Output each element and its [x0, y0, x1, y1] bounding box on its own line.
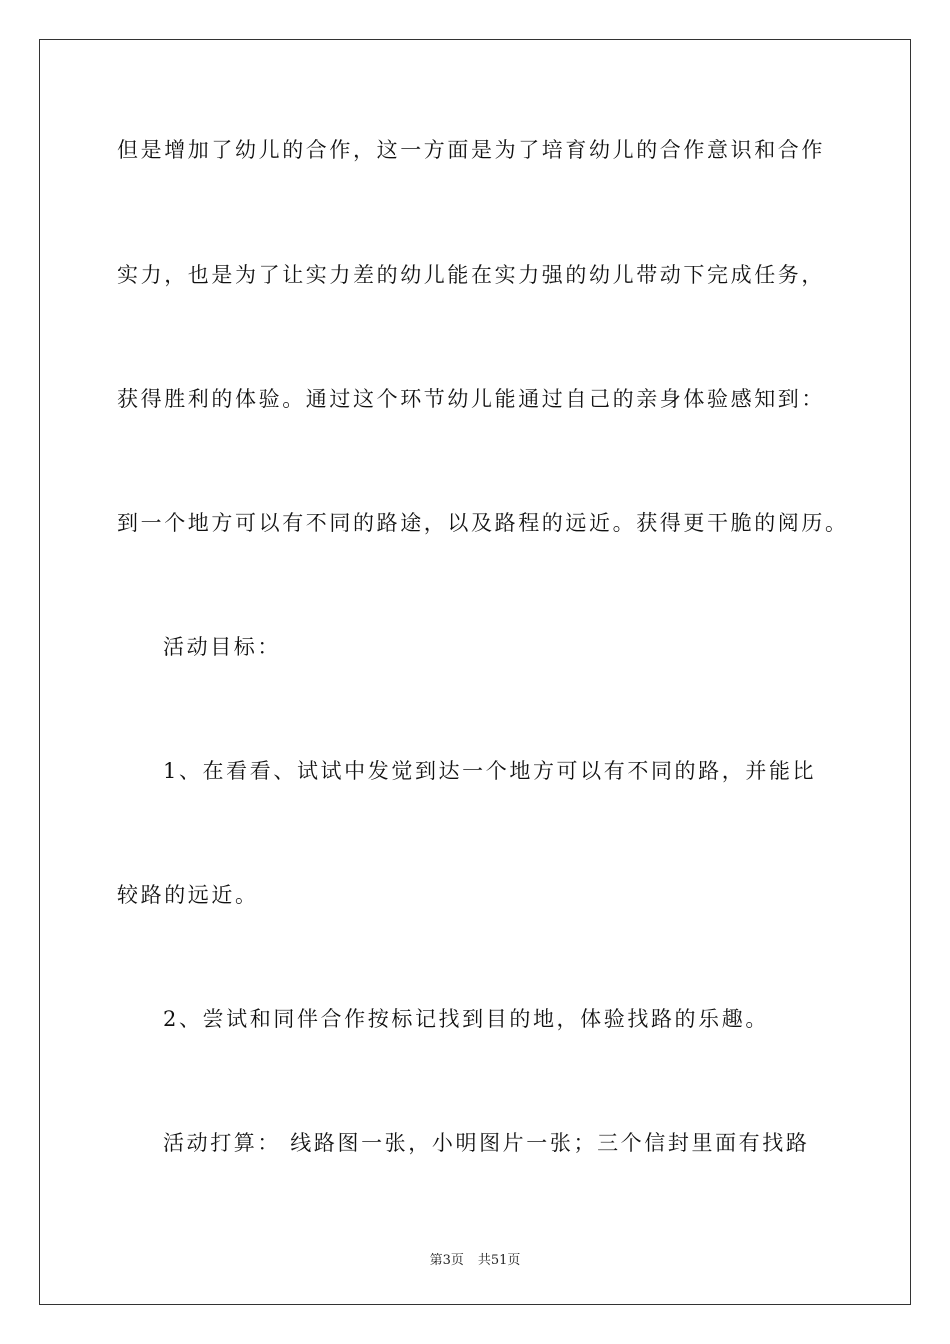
- page-frame: [39, 39, 911, 1305]
- goal-item-2: 2、尝试和同伴合作按标记找到目的地，体验找路的乐趣。: [163, 1007, 769, 1031]
- goal-item-1: 1、在看看、试试中发觉到达一个地方可以有不同的路，并能比: [163, 759, 817, 783]
- section-heading-goals: 活动目标：: [163, 635, 281, 659]
- body-line-3: 获得胜利的体验。通过这个环节幼儿能通过自己的亲身体验感知到：: [117, 387, 825, 411]
- section-heading-preparation: 活动打算： 线路图一张，小明图片一张；三个信封里面有找路: [163, 1131, 810, 1155]
- goal-item-1-continued: 较路的远近。: [117, 883, 259, 907]
- current-page-number: 第3页: [429, 1253, 464, 1268]
- total-page-count: 共51页: [477, 1253, 521, 1268]
- body-line-2: 实力，也是为了让实力差的幼儿能在实力强的幼儿带动下完成任务，: [117, 263, 825, 287]
- body-line-4: 到一个地方可以有不同的路途，以及路程的远近。获得更干脆的阅历。: [117, 511, 849, 535]
- page-footer: [0, 1249, 950, 1268]
- body-line-1: 但是增加了幼儿的合作，这一方面是为了培育幼儿的合作意识和合作: [117, 138, 825, 162]
